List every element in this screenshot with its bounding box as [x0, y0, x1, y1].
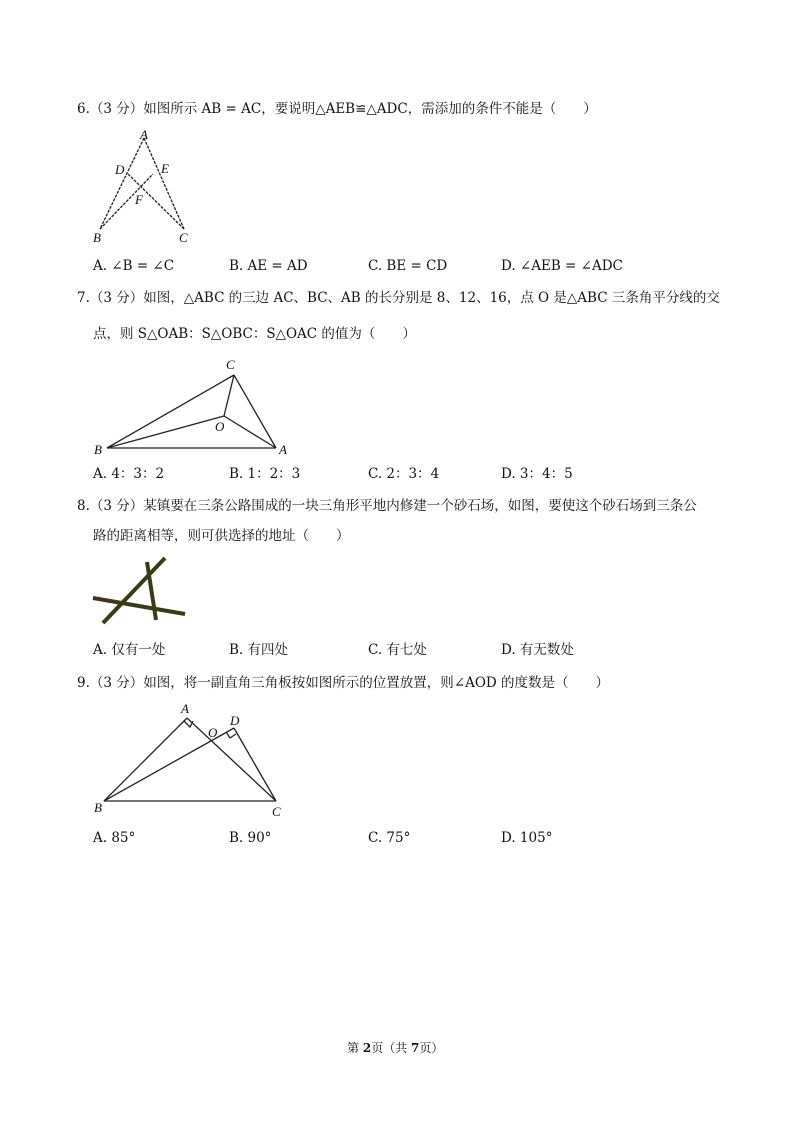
q7-label-a: A [279, 442, 287, 457]
q6-label-d: D [115, 162, 125, 177]
footer-total-pages: 7 [411, 1041, 420, 1055]
q7-stem-line2: 点，则 S△OAB：S△OBC：S△OAC 的值为（ ） [93, 326, 416, 342]
page-footer [347, 1042, 443, 1054]
q9-label-d: D [230, 713, 240, 728]
q8-roads-figure [90, 556, 190, 626]
q9-option-b: B. 90° [229, 830, 272, 846]
q6-label-c: C [179, 230, 188, 245]
q7-label-c: C [226, 357, 235, 372]
q6-option-c: C. BE = CD [368, 258, 448, 274]
q7-option-a: A. 4：3：2 [93, 466, 165, 482]
q9-stem: 9.（3 分）如图，将一副直角三角板按如图所示的位置放置，则∠AOD 的度数是（ ） [77, 675, 610, 691]
q6-stem: 6.（3 分）如图所示 AB = AC，要说明△AEB≌△ADC，需添加的条件不能是（ ） [77, 101, 597, 117]
q8-stem-line2: 路的距离相等，则可供选择的地址（ ） [93, 528, 350, 544]
q9-label-b: B [94, 800, 102, 815]
footer-prefix: 第 [347, 1041, 363, 1055]
q9-option-a: A. 85° [93, 830, 136, 846]
q8-option-d: D. 有无数处 [501, 642, 574, 658]
q9-option-d: D. 105° [501, 830, 553, 846]
q6-label-b: B [93, 230, 101, 245]
footer-suffix: 页） [419, 1041, 444, 1055]
q7-option-b: B. 1：2：3 [229, 466, 301, 482]
q9-label-c: C [272, 804, 281, 819]
q8-stem-line1: 8.（3 分）某镇要在三条公路围成的一块三角形平地内修建一个砂石场，如图，要使这个砂石场到三条公 [77, 498, 697, 514]
q6-figure [88, 126, 198, 246]
q8-option-c: C. 有七处 [368, 642, 427, 658]
q7-option-d: D. 3：4：5 [501, 466, 573, 482]
q7-label-b: B [94, 442, 102, 457]
q6-option-d: D. ∠AEB = ∠ADC [501, 258, 623, 274]
q9-label-a: A [181, 701, 189, 716]
footer-middle: 页（共 [371, 1041, 412, 1055]
q6-label-f: F [135, 192, 143, 207]
q6-option-a: A. ∠B = ∠C [93, 258, 175, 274]
q7-option-c: C. 2：3：4 [368, 466, 440, 482]
q9-option-c: C. 75° [368, 830, 411, 846]
q7-label-o: O [215, 419, 225, 434]
q8-option-b: B. 有四处 [229, 642, 289, 658]
q7-figure [90, 355, 300, 460]
q8-option-a: A. 仅有一处 [93, 642, 166, 658]
q9-figure [90, 700, 290, 820]
q6-option-b: B. AE = AD [229, 258, 308, 274]
q7-stem-line1: 7.（3 分）如图，△ABC 的三边 AC、BC、AB 的长分别是 8、12、16，点 O 是△ABC 三条角平分线的交 [77, 290, 720, 306]
q6-label-e: E [161, 161, 169, 176]
q9-label-o: O [208, 725, 218, 740]
footer-page-number: 2 [362, 1041, 372, 1055]
q6-label-a: A [140, 127, 148, 142]
